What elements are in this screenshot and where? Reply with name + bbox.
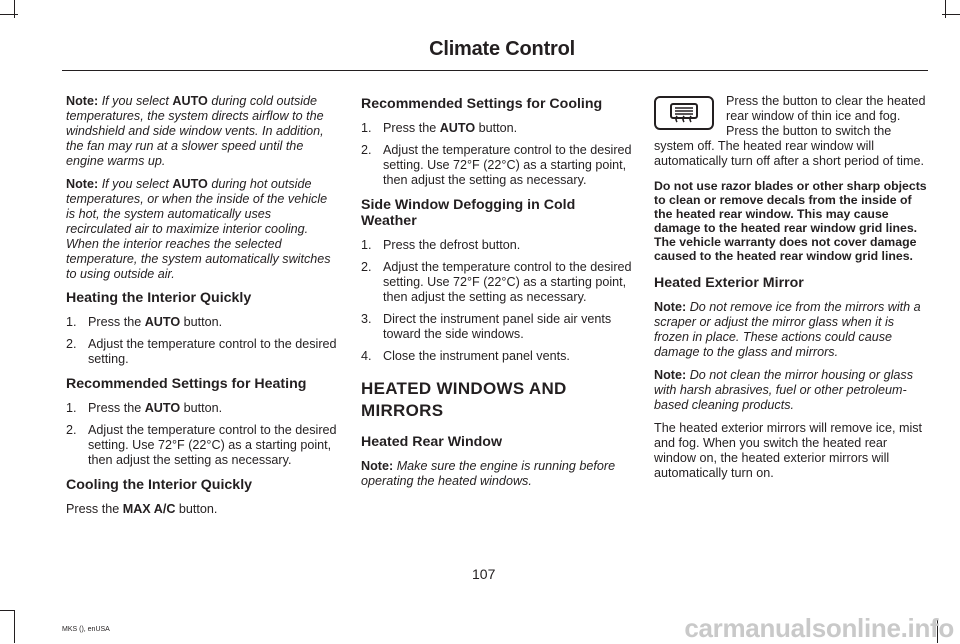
page-title: Climate Control <box>429 38 575 60</box>
note-auto-cold: Note: If you select AUTO during cold outside temperatures, the system directs airflow to the windshield and side window vents. In addition, the fan may run at a slower speed until the engine warms up. <box>66 94 324 168</box>
list-item: 1. Press the AUTO button. <box>66 401 223 415</box>
crop-mark <box>14 0 15 18</box>
heading-cooling-quickly: Cooling the Interior Quickly <box>66 477 253 493</box>
document-id: MKS (), enUSA <box>62 626 110 633</box>
list-item: 1. Press the AUTO button. <box>66 315 223 329</box>
crop-mark <box>945 0 946 18</box>
list-heating-recommended <box>66 401 338 468</box>
list-item: 3. Direct the instrument panel side air vents toward the side windows. <box>361 312 612 341</box>
crop-mark <box>0 14 18 15</box>
paragraph-cooling-quickly: Press the MAX A/C button. <box>66 502 218 516</box>
list-item: 1. Press the AUTO button. <box>361 121 518 135</box>
heading-heating-quickly: Heating the Interior Quickly <box>66 290 252 306</box>
list-item: 2. Adjust the temperature control to the desired setting. <box>66 337 337 366</box>
heading-side-window-defogging: Side Window Defogging in Cold Weather <box>361 197 576 229</box>
heading-cooling-recommended: Recommended Settings for Cooling <box>361 96 603 112</box>
paragraph-rear-defrost-button: Press the button to clear the heated rear window of thin ice and fog. Press the button to switch the system off. The heated rear window will automatically turn off after a short period of time. <box>654 94 926 168</box>
paragraph-mirror-operation: The heated exterior mirrors will remove ice, mist and fog. When you switch the heated rear window on, the heated exterior mirrors will automatically turn on. <box>654 421 923 480</box>
header-divider <box>62 70 928 71</box>
note-mirror-cleaning: Note: Do not clean the mirror housing or glass with harsh abrasives, fuel or other petroleum-based cleaning products. <box>654 368 913 412</box>
list-item: 2. Adjust the temperature control to the desired setting. Use 72°F (22°C) as a starting point, then adjust the setting as necessary. <box>361 143 632 187</box>
crop-mark <box>14 610 15 643</box>
list-cooling-recommended <box>361 121 633 188</box>
list-item: 2. Adjust the temperature control to the desired setting. Use 72°F (22°C) as a starting point, then adjust the setting as necessary. <box>66 423 337 467</box>
column-right <box>654 94 928 489</box>
section-heading-heated-windows: HEATED WINDOWS AND MIRRORS <box>361 379 567 420</box>
watermark: carmanualsonline.info <box>684 613 954 643</box>
list-item: 1. Press the defrost button. <box>361 238 521 252</box>
rear-defrost-icon <box>654 96 714 130</box>
list-item: 4. Close the instrument panel vents. <box>361 349 570 363</box>
list-side-window-defogging <box>361 238 633 364</box>
heading-heating-recommended: Recommended Settings for Heating <box>66 376 307 392</box>
crop-mark <box>0 610 14 611</box>
heading-heated-rear-window: Heated Rear Window <box>361 434 502 450</box>
page-number: 107 <box>472 566 496 582</box>
column-middle <box>361 94 633 497</box>
list-heating-quickly <box>66 315 338 367</box>
note-auto-hot: Note: If you select AUTO during hot outside temperatures, or when the inside of the vehicle is hot, the system automatically uses recirculated air to maximize interior cooling. When the interior reaches the selected temperature, the system automatically switches to using outside air. <box>66 177 331 281</box>
note-mirror-ice: Note: Do not remove ice from the mirrors with a scraper or adjust the mirror glass when it is frozen in place. These actions could cause damage to the glass and mirrors. <box>654 300 921 359</box>
warning-razor-blades: Do not use razor blades or other sharp objects to clean or remove decals from the inside of the heated rear window. This may cause damage to the heated rear window grid lines. The vehicle warranty does not cover damage caused to the heated rear window grid lines. <box>654 179 927 263</box>
column-left <box>66 94 338 525</box>
note-engine-running: Note: Make sure the engine is running before operating the heated windows. <box>361 459 616 488</box>
heading-heated-exterior-mirror: Heated Exterior Mirror <box>654 275 804 291</box>
list-item: 2. Adjust the temperature control to the desired setting. Use 72°F (22°C) as a starting point, then adjust the setting as necessary. <box>361 260 632 304</box>
